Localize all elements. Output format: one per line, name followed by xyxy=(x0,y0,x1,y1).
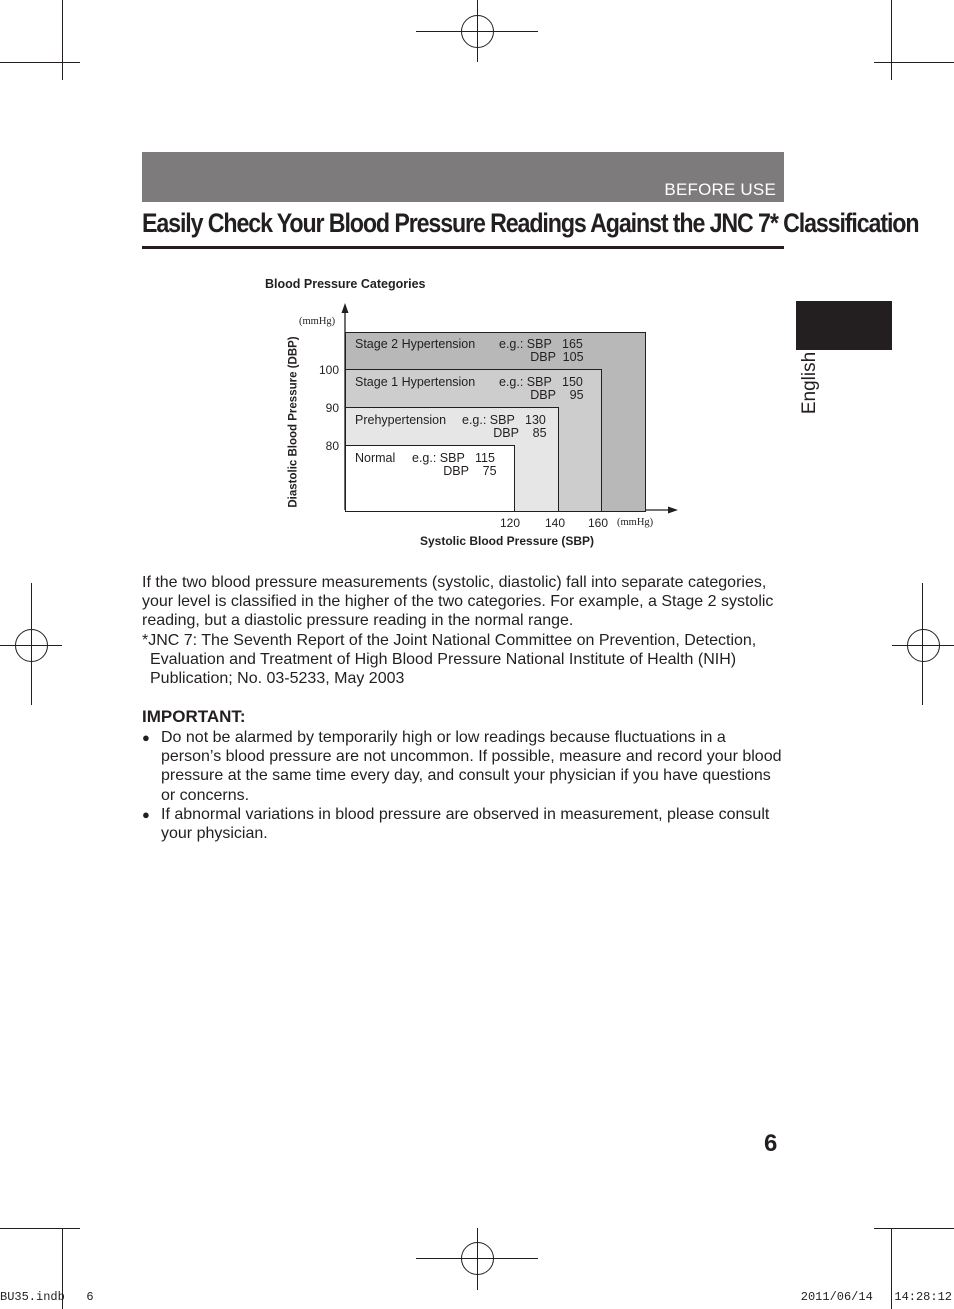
important-heading: IMPORTANT: xyxy=(142,707,246,726)
prehypertension-label: Prehypertension xyxy=(355,413,447,427)
bullet-icon: ● xyxy=(142,730,150,745)
jnc7-footnote: *JNC 7: The Seventh Report of the Joint National Committee on Prevention, Detection, Evaluation and Treatment of High Blood Pressure National Institute of Health (NIH) Publication; No. 03-5233, May 2003 xyxy=(142,631,757,688)
y-axis-label: Diastolic Blood Pressure (DBP) xyxy=(287,336,300,508)
x-unit-label: (mmHg) xyxy=(617,517,654,528)
y-tick-label: 100 xyxy=(318,363,339,377)
list-item-text: Do not be alarmed by temporarily high or low readings because fluctuations in a person’s blood pressure are not uncommon. If possible, measure and record your blood pressure at the same time every day, and consult your physician if you have questions or concerns. xyxy=(161,729,782,804)
bullet-icon: ● xyxy=(142,806,150,822)
chart-title: Blood Pressure Categories xyxy=(265,277,426,291)
section-header-bar xyxy=(142,152,784,202)
normal-example: e.g.: SBP 115 DBP 75 xyxy=(412,451,497,478)
list-item xyxy=(142,805,787,843)
page-title: Easily Check Your Blood Pressure Readings Against the JNC 7* Classification xyxy=(142,208,919,238)
important-list xyxy=(142,728,787,843)
x-tick-label: 140 xyxy=(545,516,566,530)
explanation-paragraph: If the two blood pressure measurements (systolic, diastolic) fall into separate categories, your level is classified in the higher of the two categories. For example, a Stage 2 systolic reading, but a diastolic pressure reading in the normal range. xyxy=(142,574,774,630)
page-number: 6 xyxy=(764,1130,778,1157)
list-item-text: If abnormal variations in blood pressure are observed in measurement, please consult your physician. xyxy=(161,805,770,843)
x-axis-arrow xyxy=(668,507,678,514)
normal-label: Normal xyxy=(355,451,396,465)
x-tick-label: 120 xyxy=(500,516,521,530)
y-axis-arrow xyxy=(342,303,349,313)
stage1-example: e.g.: SBP 150 DBP 95 xyxy=(499,375,584,402)
y-unit-label: (mmHg) xyxy=(299,316,336,327)
y-tick-label: 80 xyxy=(325,439,339,453)
language-label: English xyxy=(799,351,820,415)
x-tick-label: 160 xyxy=(588,516,609,530)
title-rule xyxy=(142,246,784,249)
slug-filename: BU35.indb 6 xyxy=(0,1290,94,1304)
body-text xyxy=(142,573,787,688)
x-axis-label: Systolic Blood Pressure (SBP) xyxy=(420,534,595,548)
y-tick-label: 90 xyxy=(325,401,339,415)
list-item xyxy=(142,728,787,805)
stage1-label: Stage 1 Hypertension xyxy=(355,375,476,389)
stage2-example: e.g.: SBP 165 DBP 105 xyxy=(499,337,584,364)
prehypertension-example: e.g.: SBP 130 DBP 85 xyxy=(462,413,547,440)
section-label: BEFORE USE xyxy=(664,180,776,199)
stage2-label: Stage 2 Hypertension xyxy=(355,337,476,351)
slug-timestamp: 2011/06/14 14:28:12 xyxy=(800,1290,952,1304)
